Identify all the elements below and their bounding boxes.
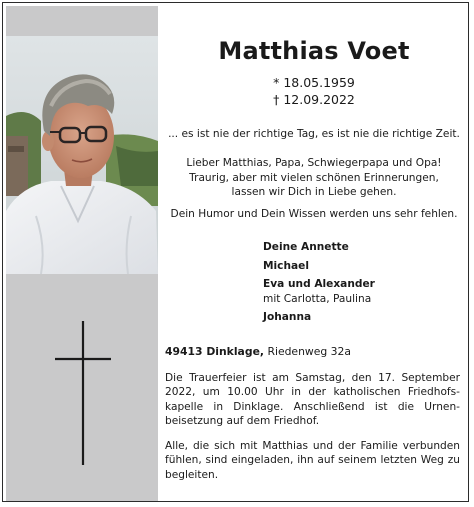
- life-dates: [160, 74, 468, 108]
- farewell-message: [160, 156, 468, 200]
- quote-line: ... es ist nie der richtige Tag, es ist nie die richtige Zeit.: [168, 128, 460, 140]
- birth-date: * 18.05.1959: [273, 75, 355, 90]
- funeral-details: Die Trauerfeier ist am Samstag, den 17. September 2022, um 10.00 Uhr in der katholischen Friedhofs-kapelle in Dinklage. Anschließend ist die Urnen-beisetzung auf dem Friedhof.: [165, 372, 460, 428]
- farewell-line: Lieber Matthias, Papa, Schwiegerpapa und Opa!: [186, 157, 442, 169]
- family-grandchildren: mit Carlotta, Paulina: [263, 292, 372, 305]
- family-signatures: [263, 240, 463, 325]
- family-member: Deine Annette: [263, 241, 349, 253]
- address-city: 49413 Dinklage,: [165, 345, 264, 358]
- family-member: Michael: [263, 259, 309, 272]
- closing-invitation: Alle, die sich mit Matthias und der Familie verbunden fühlen, sind eingeladen, ihn auf seinem letzten Weg zu begleiten.: [165, 440, 460, 481]
- family-member: Johanna: [263, 311, 312, 323]
- family-address: [165, 345, 465, 358]
- notice-text-column: [160, 6, 468, 500]
- deceased-name: Matthias Voet: [218, 37, 410, 65]
- portrait-photo: [6, 36, 158, 274]
- portrait-photo-graphic: [6, 36, 158, 274]
- latin-cross-icon: [55, 321, 111, 465]
- death-date: † 12.09.2022: [273, 92, 355, 107]
- obituary-notice: [2, 2, 469, 502]
- humor-line: Dein Humor und Dein Wissen werden uns sehr fehlen.: [170, 208, 458, 220]
- family-member: Eva und Alexander: [263, 278, 375, 290]
- farewell-line: Traurig, aber mit vielen schönen Erinnerungen,: [189, 171, 439, 184]
- farewell-line: lassen wir Dich in Liebe gehen.: [231, 186, 397, 198]
- address-street: Riedenweg 32a: [267, 345, 352, 358]
